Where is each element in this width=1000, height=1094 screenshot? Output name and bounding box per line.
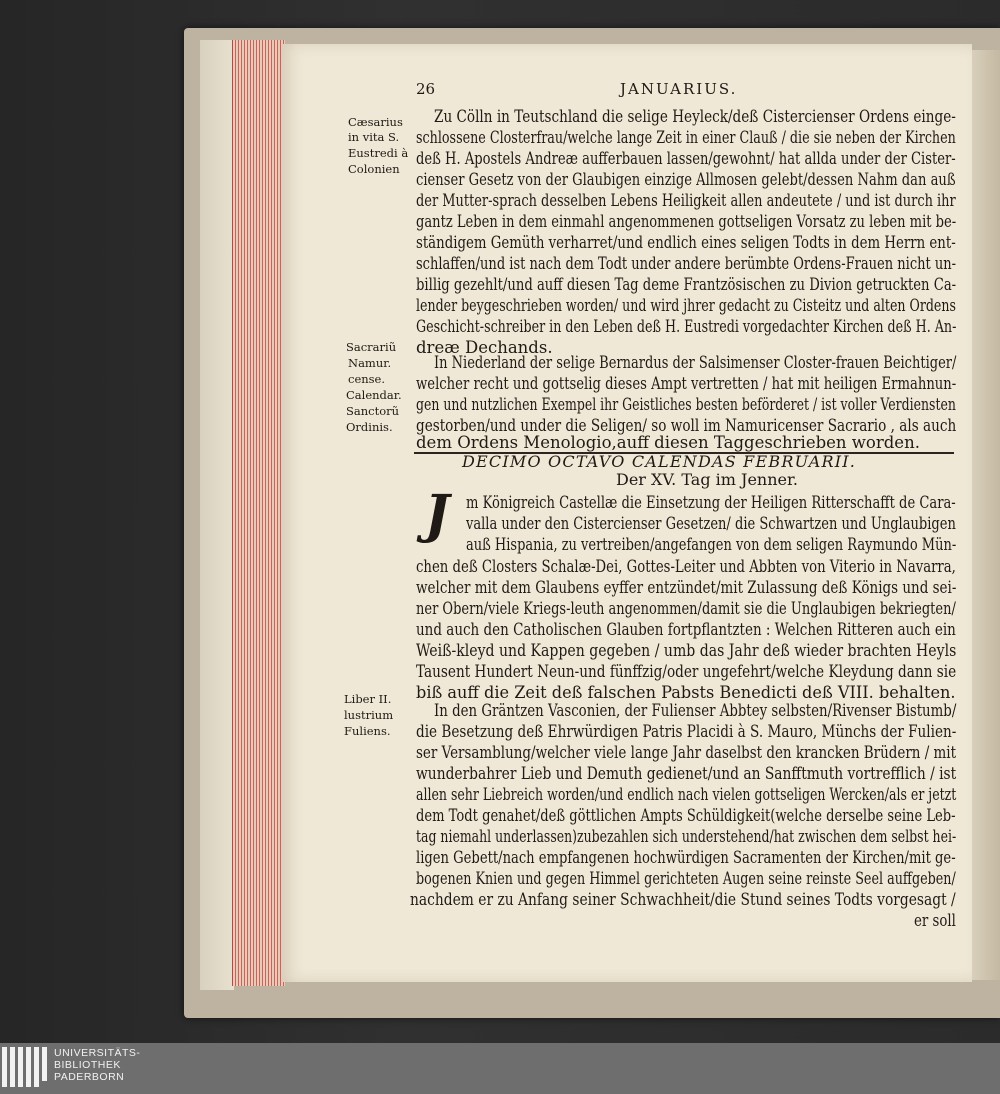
- text-line: die Besetzung deß Ehrwürdigen Patris Placidi à S. Mauro, Münchs der Fulien-: [416, 722, 957, 741]
- side-note: Fuliens.: [344, 724, 391, 738]
- section-heading: DECIMO OCTAVO CALENDAS FEBRUARII.: [462, 452, 857, 471]
- text-line: deß H. Apostels Andreæ aufferbauen lassen/gewohnt/ hat allda under der Cister-: [416, 149, 956, 168]
- decorated-initial: J: [424, 484, 450, 545]
- footer-line: BIBLIOTHEK: [54, 1059, 121, 1071]
- text-line: wunderbahrer Lieb und Demuth gedienet/und an Sanfftmuth vortrefflich / ist: [416, 764, 957, 783]
- page-number: 26: [416, 80, 436, 98]
- text-line: In Niederland der selige Bernardus der Salsimenser Closter-frauen Beichtiger/: [434, 353, 957, 372]
- side-note: in vita S.: [348, 130, 400, 144]
- side-note: Eustredi à: [348, 146, 409, 160]
- text-line: schlossene Closterfrau/welche lange Zeit in einer Clauß / die sie neben der Kirchen: [416, 128, 956, 147]
- text-line: welcher mit dem Glaubens eyffer entzündet/mit Zulassung deß Königs und sei-: [416, 578, 957, 597]
- text-line: gantz Leben in dem einmahl angenommenen gottseligen Vorsatz zu leben mit be-: [416, 212, 957, 231]
- text-line: m Königreich Castellæ die Einsetzung der Heiligen Ritterschafft de Cara-: [466, 493, 956, 512]
- text-line: allen sehr Liebreich worden/und endlich nach vielen gottseligen Wercken/als er jetzt: [416, 785, 957, 804]
- catchword: er soll: [914, 911, 956, 930]
- text-line: billig gezehlt/und auff diesen Tag deme Frantzösischen zu Divion getruckten Ca-: [416, 275, 957, 294]
- side-note: Calendar.: [346, 388, 402, 402]
- text-line: tag niemahl underlassen)zubezahlen sich understehend/hat zwischen dem selbst hei-: [416, 827, 957, 846]
- text-line: ligen Gebett/nach empfangenen hochwürdigen Sacramenten der Kirchen/mit ge-: [416, 848, 956, 867]
- text-line: nachdem er zu Anfang seiner Schwachheit/die Stund seines Todts vorgesagt /: [410, 890, 956, 909]
- text-line: der Mutter-sprach desselben Lebens Heiligkeit allen andeutete / und ist durch ihr: [416, 191, 956, 210]
- text-line: dreæ Dechands.: [416, 338, 553, 357]
- text-line: valla under den Cistercienser Gesetzen/ die Schwartzen und Unglaubigen: [466, 514, 956, 533]
- text-line: dem Todt genahet/deß göttlichen Ampts Schüldigkeit(welche derselbe seine Leb-: [416, 806, 956, 825]
- text-line: Zu Cölln in Teutschland die selige Heyleck/deß Cistercienser Ordens einge-: [434, 107, 956, 126]
- library-logo-icon: [2, 1047, 48, 1087]
- text-line: Weiß-kleyd und Kappen gegeben / umb das Jahr deß wieder brachten Heyls: [416, 641, 957, 660]
- section-subheading: Der XV. Tag im Jenner.: [616, 470, 798, 489]
- side-note: Cæsarius: [348, 115, 403, 129]
- text-line: und auch den Catholischen Glauben fortpflantzten : Welchen Ritteren auch ein: [416, 620, 956, 639]
- text-line: gen und nutzlichen Exempel ihr Geistliches besten beförderet / ist voller Verdiensten: [416, 395, 956, 414]
- side-note: lustrium: [344, 708, 394, 722]
- side-note: Ordinis.: [346, 420, 393, 434]
- red-page-edges: [232, 40, 285, 986]
- side-note: Namur.: [348, 356, 392, 370]
- text-line: chen deß Closters Schalæ-Dei, Gottes-Leiter und Abbten von Viterio in Navarra,: [416, 557, 956, 576]
- footer-line: UNIVERSITÄTS-: [54, 1047, 141, 1059]
- text-line: dem Ordens Menologio,auff diesen Taggeschrieben worden.: [416, 433, 920, 452]
- previous-pages: [200, 40, 234, 990]
- side-note: Sacrariũ: [346, 340, 397, 354]
- text-line: cienser Gesetz von der Glaubigen einzige Allmosen gelebt/dessen Nahm dan auß: [416, 170, 956, 189]
- text-line: gestorben/und under die Seligen/ so woll im Namuricenser Sacrario , als auch: [416, 416, 957, 435]
- text-line: ser Versamblung/welcher viele lange Jahr daselbst den krancken Brüdern / mit: [416, 743, 957, 762]
- text-line: biß auff die Zeit deß falschen Pabsts Benedicti deß VIII. behalten.: [416, 683, 956, 702]
- right-board: [972, 50, 1000, 980]
- side-note: Colonien: [348, 162, 400, 176]
- text-line: schlaffen/und ist nach dem Todt under andere berümbte Ordens-Frauen nicht un-: [416, 254, 957, 273]
- side-note: Sanctorũ: [346, 404, 400, 418]
- text-line: ständigem Gemüth verharret/und endlich eines seligen Todts in dem Herrn ent-: [416, 233, 956, 252]
- text-line: ner Obern/viele Kriegs-leuth angenommen/damit sie die Unglaubigen bekriegten/: [416, 599, 956, 618]
- text-line: Geschicht-schreiber in den Leben deß H. Eustredi vorgedachter Kirchen deß H. An-: [416, 317, 957, 336]
- text-line: auß Hispania, zu vertreiben/angefangen von dem seligen Raymundo Mün-: [466, 535, 957, 554]
- text-line: welcher recht und gottselig dieses Ampt vertretten / hat mit heiligen Ermahnun-: [416, 374, 957, 393]
- side-note: cense.: [348, 372, 386, 386]
- text-line: In den Gräntzen Vasconien, der Fulienser Abbtey selbsten/Rivenser Bistumb/: [434, 701, 957, 720]
- running-head: JANUARIUS.: [620, 80, 738, 98]
- text-line: bogenen Knien und gegen Himmel gerichteten Augen seine reinste Seel auffgeben/: [416, 869, 956, 888]
- text-line: Tausent Hundert Neun-und fünffzig/oder ungefehrt/welche Kleydung dann sie: [416, 662, 957, 681]
- footer-line: PADERBORN: [54, 1071, 125, 1083]
- library-footer: [0, 1043, 1000, 1094]
- text-line: lender beygeschrieben worden/ und wird jhrer gedacht zu Cisteitz und alten Ordens: [416, 296, 956, 315]
- side-note: Liber II.: [344, 692, 392, 706]
